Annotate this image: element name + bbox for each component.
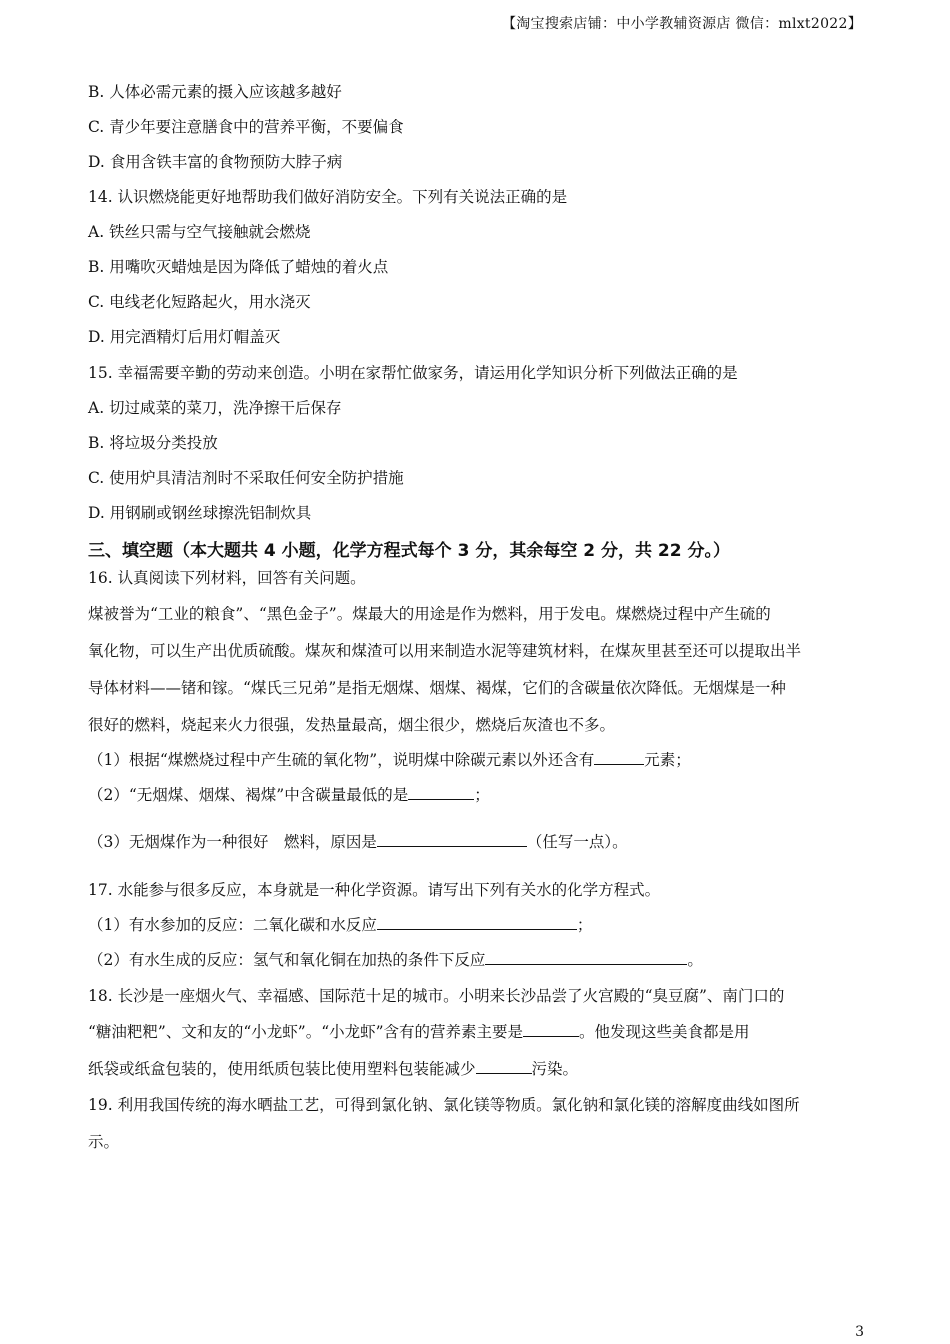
q13-option-c: C. 青少年要注意膳食中的营养平衡，不要偏食 — [88, 118, 404, 136]
q15-option-a: A. 切过咸菜的菜刀，洗净擦干后保存 — [88, 399, 342, 417]
q16-s3-blank[interactable] — [377, 832, 527, 847]
q18-nutrient-blank[interactable] — [523, 1022, 579, 1037]
q17-subquestion-2 — [88, 948, 703, 970]
q16-stem: 16. 认真阅读下列材料，回答有关问题。 — [88, 569, 366, 587]
q18-line-2 — [88, 1020, 750, 1042]
q14-stem: 14. 认识燃烧能更好地帮助我们做好消防安全。下列有关说法正确的是 — [88, 188, 568, 206]
q14-option-b: B. 用嘴吹灭蜡烛是因为降低了蜡烛的着火点 — [88, 258, 389, 276]
q16-s2-text: （2）“无烟煤、烟煤、褐煤”中含碳量最低的是 — [88, 786, 409, 804]
q17-subquestion-1 — [88, 913, 592, 935]
q17-s2-blank[interactable] — [485, 950, 687, 965]
q18-l2-text: “糖油粑粑”、文和友的“小龙虾”。“小龙虾”含有的营养素主要是 — [88, 1023, 524, 1041]
q16-passage-line-3: 导体材料——锗和镓。“煤氏三兄弟”是指无烟煤、烟煤、褐煤，它们的含碳量依次降低。无烟煤是一种 — [88, 679, 786, 697]
q16-s1-blank[interactable] — [594, 750, 644, 765]
q18-line-3 — [88, 1057, 578, 1079]
page-number: 3 — [855, 1324, 864, 1340]
q16-subquestion-2 — [88, 783, 490, 805]
q16-s2-blank[interactable] — [408, 785, 474, 800]
q17-s1-suffix: ； — [576, 916, 593, 934]
q16-subquestion-1 — [88, 748, 691, 770]
q17-stem: 17. 水能参与很多反应，本身就是一种化学资源。请写出下列有关水的化学方程式。 — [88, 881, 661, 899]
q17-s1-text: （1）有水参加的反应：二氧化碳和水反应 — [88, 916, 377, 934]
q15-option-d: D. 用钢刷或钢丝球擦洗铝制炊具 — [88, 504, 312, 522]
q16-s1-text: （1）根据“煤燃烧过程中产生硫的氧化物”，说明煤中除碳元素以外还含有 — [88, 751, 595, 769]
q15-stem: 15. 幸福需要辛勤的劳动来创造。小明在家帮忙做家务，请运用化学知识分析下列做法正确的是 — [88, 364, 738, 382]
q18-l3-text: 纸袋或纸盒包装的，使用纸质包装比使用塑料包装能减少 — [88, 1060, 476, 1078]
q14-option-d: D. 用完酒精灯后用灯帽盖灭 — [88, 328, 281, 346]
page-header: 【淘宝搜索店铺：中小学教辅资源店 微信：mlxt2022】 — [501, 16, 862, 32]
q19-line-1: 19. 利用我国传统的海水晒盐工艺，可得到氯化钠、氯化镁等物质。氯化钠和氯化镁的溶解度曲线如图所 — [88, 1096, 800, 1114]
q17-s1-blank[interactable] — [377, 915, 577, 930]
q17-s2-suffix: 。 — [687, 951, 703, 969]
q13-option-b: B. 人体必需元素的摄入应该越多越好 — [88, 83, 342, 101]
q19-line-2: 示。 — [88, 1133, 120, 1151]
section-3-heading: 三、填空题（本大题共 4 小题，化学方程式每个 3 分，其余每空 2 分，共 22 分。） — [88, 541, 730, 561]
q14-option-a: A. 铁丝只需与空气接触就会燃烧 — [88, 223, 311, 241]
q16-s3-suffix: （任写一点）。 — [526, 833, 628, 851]
q17-s2-text: （2）有水生成的反应：氢气和氧化铜在加热的条件下反应 — [88, 951, 486, 969]
q16-passage-line-1: 煤被誉为“工业的粮食”、“黑色金子”。煤最大的用途是作为燃料，用于发电。煤燃烧过程中产生硫的 — [88, 605, 771, 623]
q18-pollution-blank[interactable] — [476, 1059, 532, 1074]
q16-subquestion-3 — [88, 830, 628, 852]
q16-passage-line-4: 很好的燃料，烧起来火力很强，发热量最高，烟尘很少，燃烧后灰渣也不多。 — [88, 716, 616, 734]
q16-s1-suffix: 元素； — [644, 751, 691, 769]
q18-l3-suffix: 污染。 — [531, 1060, 579, 1078]
q15-option-b: B. 将垃圾分类投放 — [88, 434, 218, 452]
q13-option-d: D. 食用含铁丰富的食物预防大脖子病 — [88, 153, 343, 171]
q14-option-c: C. 电线老化短路起火，用水浇灭 — [88, 293, 311, 311]
q18-l2-suffix: 。他发现这些美食都是用 — [579, 1023, 750, 1041]
q16-passage-line-2: 氧化物，可以生产出优质硫酸。煤灰和煤渣可以用来制造水泥等建筑材料，在煤灰里甚至还可以提取出半 — [88, 642, 802, 660]
q18-line-1: 18. 长沙是一座烟火气、幸福感、国际范十足的城市。小明来长沙品尝了火宫殿的“臭豆腐”、南门口的 — [88, 987, 785, 1005]
q16-s3-text: （3）无烟煤作为一种很好 燃料，原因是 — [88, 833, 377, 851]
q15-option-c: C. 使用炉具清洁剂时不采取任何安全防护措施 — [88, 469, 404, 487]
q16-s2-suffix: ； — [474, 786, 490, 804]
